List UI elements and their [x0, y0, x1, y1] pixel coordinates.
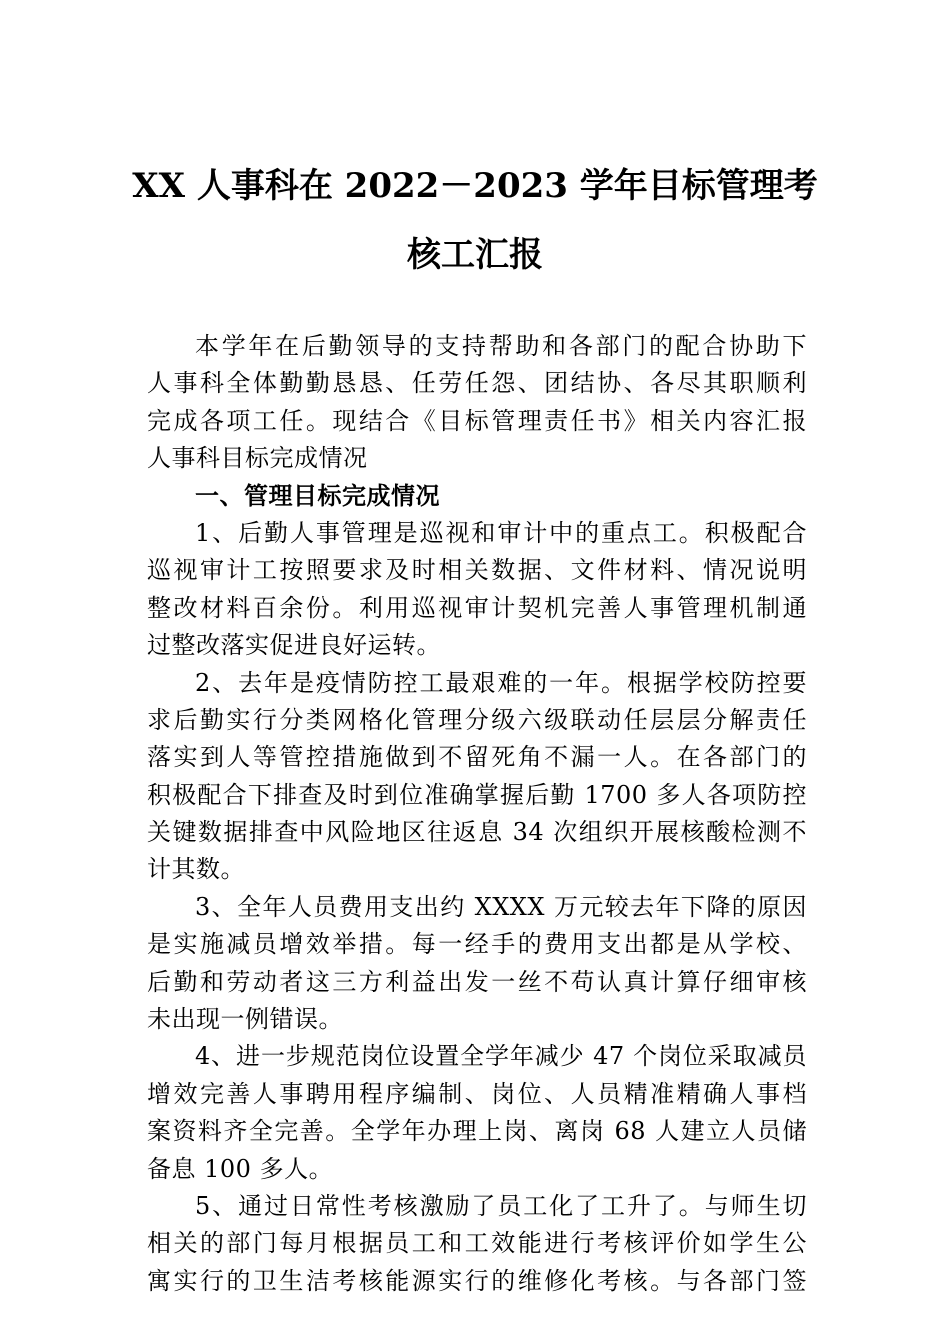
- paragraph-line: 是实施减员增效举措。每一经手的费用支出都是从学校、: [147, 930, 807, 959]
- paragraph-line: 人事科目标完成情况: [147, 444, 368, 473]
- paragraph-line: 3、全年人员费用支出约 XXXX 万元较去年下降的原因: [195, 892, 807, 921]
- paragraph-line: 关键数据排查中风险地区往返息 34 次组织开展核酸检测不: [147, 818, 807, 847]
- paragraph-line: 过整改落实促进良好运转。: [147, 631, 441, 660]
- paragraph-line: 人事科全体勤勤恳恳、任劳任怨、团结协、各尽其职顺利: [147, 369, 807, 398]
- paragraph-line: 积极配合下排查及时到位准确掌握后勤 1700 多人各项防控: [147, 780, 807, 809]
- paragraph-line: 求后勤实行分类网格化管理分级六级联动任层层分解责任: [147, 705, 807, 734]
- paragraph-line: 案资料齐全完善。全学年办理上岗、离岗 68 人建立人员储: [147, 1117, 807, 1146]
- paragraph-line: 完成各项工任。现结合《目标管理责任书》相关内容汇报: [147, 406, 807, 435]
- paragraph-line: 未出现一例错误。: [147, 1005, 343, 1034]
- document-title-line-1: XX 人事科在 2022－2023 学年目标管理考: [132, 166, 818, 206]
- paragraph-line: 计其数。: [147, 855, 245, 884]
- paragraph-line: 增效完善人事聘用程序编制、岗位、人员精准精确人事档: [147, 1079, 807, 1108]
- paragraph-line: 巡视审计工按照要求及时相关数据、文件材料、情况说明: [147, 556, 807, 585]
- paragraph-line: 寓实行的卫生洁考核能源实行的维修化考核。与各部门签: [147, 1266, 807, 1295]
- paragraph-line: 整改材料百余份。利用巡视审计契机完善人事管理机制通: [147, 593, 807, 622]
- paragraph-line: 5、通过日常性考核激励了员工化了工升了。与师生切: [195, 1191, 807, 1220]
- paragraph-line: 后勤和劳动者这三方利益出发一丝不苟认真计算仔细审核: [147, 967, 807, 996]
- paragraph-line: 2、去年是疫情防控工最艰难的一年。根据学校防控要: [195, 668, 807, 697]
- paragraph-line: 1、后勤人事管理是巡视和审计中的重点工。积极配合: [195, 518, 807, 547]
- paragraph-line: 备息 100 多人。: [147, 1154, 334, 1183]
- document-body: [147, 328, 807, 1300]
- document-title-line-2: 核工汇报: [407, 235, 543, 275]
- paragraph-line: 本学年在后勤领导的支持帮助和各部门的配合协助下: [195, 332, 807, 360]
- section-heading: 一、管理目标完成情况: [195, 481, 440, 510]
- paragraph-line: 落实到人等管控措施做到不留死角不漏一人。在各部门的: [147, 743, 807, 772]
- paragraph-line: 4、进一步规范岗位设置全学年减少 47 个岗位采取减员: [195, 1042, 807, 1071]
- paragraph-line: 相关的部门每月根据员工和工效能进行考核评价如学生公: [147, 1229, 807, 1258]
